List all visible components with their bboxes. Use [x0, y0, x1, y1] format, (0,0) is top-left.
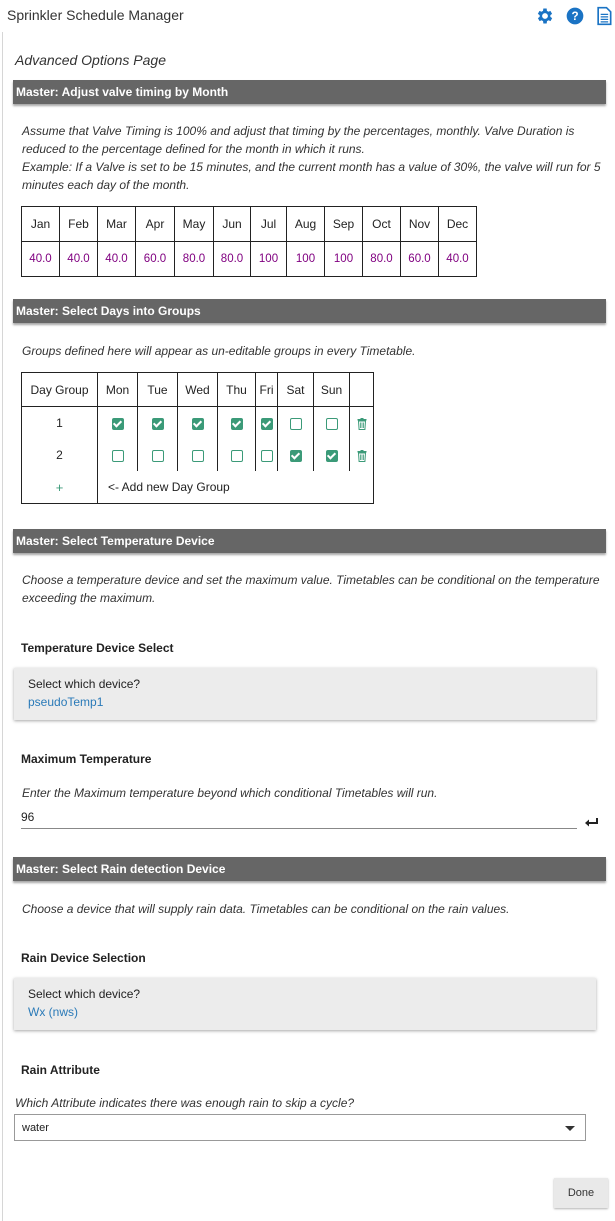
day-checkbox-cell [98, 439, 138, 471]
months-description [22, 122, 602, 194]
day-checkbox-cell [178, 439, 218, 471]
add-group-button[interactable]: + [55, 479, 64, 495]
actions-header [350, 373, 374, 407]
rain-device-select[interactable] [14, 978, 596, 1030]
checkbox-checked[interactable] [261, 418, 273, 430]
help-icon[interactable] [565, 6, 585, 26]
weekday-header: Thu [218, 373, 256, 407]
day-checkbox-cell [138, 439, 178, 471]
table-row [22, 439, 374, 471]
delete-group-cell [350, 439, 374, 471]
weekday-header: Fri [256, 373, 278, 407]
checkbox-unchecked[interactable] [290, 418, 302, 430]
day-checkbox-cell [98, 407, 138, 440]
groups-description: Groups defined here will appear as un-editable groups in every Timetable. [22, 344, 416, 358]
month-header: Jan [22, 207, 60, 242]
rain-device-label: Rain Device Selection [21, 951, 146, 965]
month-value[interactable]: 80.0 [175, 242, 214, 277]
section-header-temperature: Master: Select Temperature Device [13, 529, 606, 553]
day-checkbox-cell [314, 407, 350, 440]
weekday-header: Wed [178, 373, 218, 407]
month-header: Jun [214, 207, 251, 242]
day-checkbox-cell [178, 407, 218, 440]
day-checkbox-cell [314, 439, 350, 471]
rain-attribute-label: Rain Attribute [21, 1063, 100, 1077]
month-value[interactable]: 40.0 [98, 242, 136, 277]
temperature-select-question: Select which device? [28, 677, 141, 691]
rain-attribute-dropdown[interactable] [14, 1114, 586, 1141]
temperature-description: Choose a temperature device and set the maximum value. Timetables can be conditional on the temperature exceeding the maximum. [22, 573, 600, 605]
month-header: Jul [251, 207, 287, 242]
page-subtitle: Advanced Options Page [15, 52, 166, 68]
day-group-header: Day Group [22, 373, 98, 407]
checkbox-unchecked[interactable] [112, 450, 124, 462]
rain-select-question: Select which device? [28, 987, 141, 1001]
document-icon[interactable] [594, 6, 614, 26]
month-header: Aug [287, 207, 325, 242]
day-checkbox-cell [278, 407, 314, 440]
month-value[interactable]: 40.0 [60, 242, 98, 277]
rain-attribute-value: water [22, 1122, 49, 1134]
day-checkbox-cell [138, 407, 178, 440]
app-title: Sprinkler Schedule Manager [7, 7, 184, 23]
month-value[interactable]: 80.0 [214, 242, 251, 277]
month-value[interactable]: 80.0 [363, 242, 401, 277]
checkbox-checked[interactable] [290, 450, 302, 462]
done-button[interactable]: Done [554, 1178, 608, 1208]
enter-icon[interactable] [584, 817, 600, 829]
weekday-header: Mon [98, 373, 138, 407]
month-value[interactable]: 100 [251, 242, 287, 277]
month-value[interactable]: 100 [325, 242, 363, 277]
max-temperature-value[interactable]: 96 [21, 810, 35, 824]
gear-icon[interactable] [535, 6, 555, 26]
checkbox-checked[interactable] [112, 418, 124, 430]
section-header-rain: Master: Select Rain detection Device [13, 857, 606, 881]
checkbox-checked[interactable] [326, 450, 338, 462]
month-header: May [175, 207, 214, 242]
add-group-label[interactable]: <- Add new Day Group [98, 471, 374, 504]
month-header: Nov [401, 207, 439, 242]
checkbox-unchecked[interactable] [152, 450, 164, 462]
delete-group-cell [350, 407, 374, 440]
month-header: Feb [60, 207, 98, 242]
table-row [22, 407, 374, 440]
day-checkbox-cell [278, 439, 314, 471]
weekday-header: Sat [278, 373, 314, 407]
section-header-day-groups: Master: Select Days into Groups [13, 299, 606, 323]
trash-icon[interactable] [357, 418, 367, 430]
max-temperature-label: Maximum Temperature [21, 752, 152, 766]
rain-selected-device[interactable]: Wx (nws) [28, 1005, 78, 1019]
add-group-cell [22, 471, 98, 504]
section-header-months: Master: Adjust valve timing by Month [13, 80, 606, 104]
month-value[interactable]: 60.0 [401, 242, 439, 277]
month-header: Mar [98, 207, 136, 242]
checkbox-unchecked[interactable] [326, 418, 338, 430]
day-checkbox-cell [256, 439, 278, 471]
checkbox-unchecked[interactable] [192, 450, 204, 462]
day-checkbox-cell [218, 439, 256, 471]
temperature-selected-device[interactable]: pseudoTemp1 [28, 695, 104, 709]
rain-attribute-description: Which Attribute indicates there was enough rain to skip a cycle? [15, 1096, 355, 1110]
checkbox-checked[interactable] [192, 418, 204, 430]
months-desc-line2: Example: If a Valve is set to be 15 minutes, and the current month has a value of 30%, the valve will run for 5 minutes each day of the month. [22, 160, 601, 192]
month-header: Oct [363, 207, 401, 242]
day-group-number: 1 [22, 407, 98, 440]
temperature-device-select[interactable] [14, 668, 596, 720]
months-desc-line1: Assume that Valve Timing is 100% and adjust that timing by the percentages, monthly. Valve Duration is reduced to the percentage defined for the month in which it runs. [22, 124, 575, 156]
month-header: Dec [439, 207, 477, 242]
svg-text:?: ? [571, 10, 579, 24]
month-value[interactable]: 40.0 [22, 242, 60, 277]
month-header: Sep [325, 207, 363, 242]
checkbox-unchecked[interactable] [261, 450, 273, 462]
max-temperature-description: Enter the Maximum temperature beyond which conditional Timetables will run. [22, 786, 438, 800]
rain-description: Choose a device that will supply rain data. Timetables can be conditional on the rain values. [22, 902, 510, 916]
month-value[interactable]: 100 [287, 242, 325, 277]
checkbox-checked[interactable] [152, 418, 164, 430]
add-group-row [22, 471, 374, 504]
day-checkbox-cell [256, 407, 278, 440]
day-groups-table [21, 372, 374, 504]
weekday-header: Tue [138, 373, 178, 407]
day-group-number: 2 [22, 439, 98, 471]
day-checkbox-cell [218, 407, 256, 440]
month-value[interactable]: 40.0 [439, 242, 477, 277]
left-divider [2, 32, 3, 1221]
temperature-device-label: Temperature Device Select [21, 641, 174, 655]
checkbox-unchecked[interactable] [231, 450, 243, 462]
weekday-header: Sun [314, 373, 350, 407]
checkbox-checked[interactable] [231, 418, 243, 430]
month-value[interactable]: 60.0 [136, 242, 175, 277]
trash-icon[interactable] [357, 450, 367, 462]
chevron-down-icon [565, 1126, 575, 1131]
top-bar [0, 0, 615, 32]
max-temperature-input[interactable] [21, 806, 577, 829]
month-percent-table [21, 206, 477, 277]
month-header: Apr [136, 207, 175, 242]
